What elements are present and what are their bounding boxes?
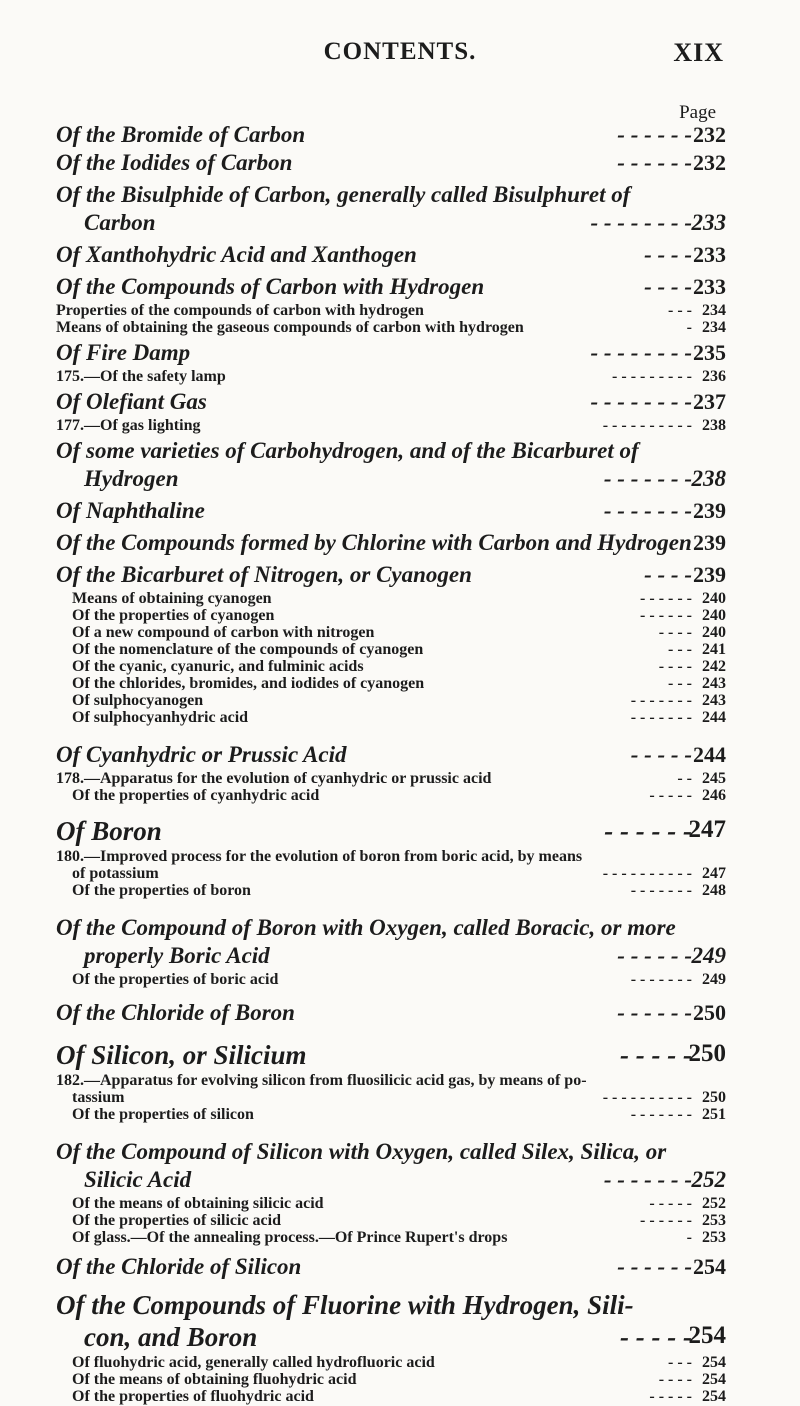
toc-subentry <box>56 641 726 658</box>
page-header <box>0 38 800 78</box>
toc-entry <box>56 1000 726 1028</box>
leader-dashes: - - - - - - <box>617 1000 692 1025</box>
toc-subentry <box>56 692 726 709</box>
leader-dashes: - - - - - - - - - - <box>602 417 692 434</box>
toc-subentry <box>56 368 726 385</box>
entry-page: 233 <box>693 242 726 267</box>
entry-page: 240 <box>702 624 726 641</box>
entry-page: 233 <box>693 274 726 299</box>
leader-dashes: - - - - - - <box>640 1212 692 1229</box>
entry-title: Of a new compound of carbon with nitrogen <box>72 624 375 641</box>
entry-page: 243 <box>702 675 726 692</box>
leader-dashes: - - - - - - - <box>603 1167 692 1192</box>
entry-title: Of the Compounds formed by Chlorine with Carbon and Hydrogen <box>56 530 692 555</box>
toc-subentry <box>56 607 726 624</box>
entry-title: Of Silicon, or Silicium <box>56 1040 307 1070</box>
entry-title: Of the chlorides, bromides, and iodides of cyanogen <box>72 675 425 692</box>
leader-dashes: - - - - - - <box>617 150 692 175</box>
entry-title: properly Boric Acid <box>84 943 270 968</box>
entry-title: Of the cyanic, cyanuric, and fulminic acids <box>72 658 364 675</box>
entry-title: 178.—Apparatus for the evolution of cyanhydric or prussic acid <box>56 770 492 787</box>
entry-page: 254 <box>702 1371 726 1388</box>
entry-title: of potassium <box>72 865 159 882</box>
toc-entry-continued <box>56 943 726 971</box>
toc-entry <box>56 389 726 417</box>
toc-subentry <box>56 770 726 787</box>
entry-title: Means of obtaining cyanogen <box>72 590 272 607</box>
entry-title: Of Cyanhydric or Prussic Acid <box>56 742 347 767</box>
entry-title: Of the properties of boron <box>72 882 251 899</box>
toc-subentry <box>56 1089 726 1106</box>
leader-dashes: - - - - - - - - <box>590 340 692 365</box>
entry-title: Means of obtaining the gaseous compounds of carbon with hydrogen <box>56 319 524 336</box>
toc-subentry <box>56 302 726 319</box>
toc-entry <box>56 274 726 302</box>
toc-entry <box>56 150 726 178</box>
leader-dashes: - - - - <box>658 1371 692 1388</box>
entry-page: 247 <box>688 816 726 843</box>
leader-dashes: - - - - - - - <box>630 882 692 899</box>
leader-dashes: - - - - <box>644 274 692 299</box>
leader-dashes: - - - - - - - - <box>590 210 692 235</box>
entry-title: Of the Compound of Silicon with Oxygen, called Silex, Silica, or <box>56 1139 667 1164</box>
entry-page: 232 <box>693 150 726 175</box>
entry-title: Of the properties of cyanhydric acid <box>72 787 320 804</box>
entry-title: Of the properties of cyanogen <box>72 607 275 624</box>
entry-page: 242 <box>702 658 726 675</box>
entry-title: tassium <box>72 1089 125 1106</box>
toc-entry <box>56 498 726 526</box>
entry-title: Of the Iodides of Carbon <box>56 150 293 175</box>
toc-subentry <box>56 1229 726 1246</box>
entry-page: 253 <box>702 1212 726 1229</box>
entry-page: 239 <box>693 498 726 523</box>
entry-title: Of the Chloride of Silicon <box>56 1254 302 1279</box>
entry-page: 250 <box>688 1040 726 1067</box>
entry-title: 177.—Of gas lighting <box>56 417 201 434</box>
toc-subentry <box>56 590 726 607</box>
entry-page: 249 <box>702 971 726 988</box>
page-number: XIX <box>673 38 724 67</box>
entry-title: Of the properties of silicic acid <box>72 1212 281 1229</box>
toc-entry <box>56 122 726 150</box>
toc-entry <box>56 816 726 848</box>
entry-title: Of sulphocyanogen <box>72 692 204 709</box>
entry-title: Of Fire Damp <box>56 340 191 365</box>
toc-subentry <box>56 709 726 726</box>
entry-page: 251 <box>702 1106 726 1123</box>
entry-title: Of the Compounds of Carbon with Hydrogen <box>56 274 485 299</box>
leader-dashes: - - - - - - - <box>630 1106 692 1123</box>
entry-page: 238 <box>702 417 726 434</box>
entry-page: 232 <box>693 122 726 147</box>
leader-dashes: - - - - <box>644 562 692 587</box>
entry-title: con, and Boron <box>84 1322 258 1352</box>
entry-title: Silicic Acid <box>84 1167 192 1192</box>
leader-dashes: - - - - - - - - <box>590 389 692 414</box>
toc-subentry <box>56 624 726 641</box>
toc-entry-continued <box>56 466 726 494</box>
toc-entry <box>56 915 726 943</box>
leader-dashes: - - - - - - <box>640 607 692 624</box>
toc-subentry <box>56 971 726 988</box>
entry-page: 238 <box>691 466 726 491</box>
leader-dashes: - - - - - - - <box>603 466 692 491</box>
leader-dashes: - <box>686 319 692 336</box>
entry-title: Of the means of obtaining fluohydric acid <box>72 1371 357 1388</box>
entry-title: Of Naphthaline <box>56 498 205 523</box>
entry-title: Of sulphocyanhydric acid <box>72 709 249 726</box>
entry-page: 240 <box>702 590 726 607</box>
toc-entry <box>56 182 726 210</box>
entry-title: 175.—Of the safety lamp <box>56 368 226 385</box>
leader-dashes: - - - <box>668 302 692 319</box>
entry-page: 248 <box>702 882 726 899</box>
leader-dashes: - - - <box>668 1354 692 1371</box>
leader-dashes: - - - - <box>644 242 692 267</box>
leader-dashes: - - - - - - <box>604 816 692 846</box>
entry-title: Of the Bromide of Carbon <box>56 122 306 147</box>
entry-title: Of the Bicarburet of Nitrogen, or Cyanogen <box>56 562 472 587</box>
toc-entry <box>56 1040 726 1072</box>
toc-subentry <box>56 787 726 804</box>
leader-dashes: - - - <box>668 641 692 658</box>
leader-dashes: - - - - - <box>620 1040 692 1070</box>
toc-entry <box>56 530 726 558</box>
entry-page: 237 <box>693 389 726 414</box>
entry-page: 240 <box>702 607 726 624</box>
entry-page: 252 <box>702 1195 726 1212</box>
entry-page: 252 <box>691 1167 726 1192</box>
entry-page: 254 <box>702 1354 726 1371</box>
leader-dashes: - - - - - - - - - - <box>602 1089 692 1106</box>
entry-page: 239 <box>693 562 726 587</box>
entry-page: 234 <box>702 319 726 336</box>
toc-subentry <box>56 1106 726 1123</box>
toc-entry <box>56 1290 726 1322</box>
entry-title: Of the means of obtaining silicic acid <box>72 1195 324 1212</box>
entry-title: Of glass.—Of the annealing process.—Of Prince Rupert's drops <box>72 1229 508 1246</box>
entry-page: 247 <box>702 865 726 882</box>
entry-title: Of the properties of silicon <box>72 1106 254 1123</box>
leader-dashes: - - - - - - - - - <box>612 368 692 385</box>
leader-dashes: - <box>686 1229 692 1246</box>
entry-page: 239 <box>693 530 726 555</box>
entry-page: 246 <box>702 787 726 804</box>
toc-entry <box>56 340 726 368</box>
entry-title: Of Boron <box>56 816 162 846</box>
leader-dashes: - - - - - <box>649 787 692 804</box>
toc-subentry <box>56 1371 726 1388</box>
entry-page: 244 <box>702 709 726 726</box>
leader-dashes: - - - - - <box>649 1388 692 1405</box>
entry-page: 253 <box>702 1229 726 1246</box>
toc-subentry <box>56 675 726 692</box>
toc-subentry <box>56 417 726 434</box>
toc-entry <box>56 1254 726 1282</box>
toc-subentry <box>56 1212 726 1229</box>
leader-dashes: - - - - - - - - - - <box>602 865 692 882</box>
entry-title: Of some varieties of Carbohydrogen, and of the Bicarburet of <box>56 438 639 463</box>
toc-subentry <box>56 865 726 882</box>
toc-subentry <box>56 882 726 899</box>
entry-title: Of the properties of boric acid <box>72 971 279 988</box>
page-title: CONTENTS. <box>323 38 477 65</box>
leader-dashes: - - - - - <box>649 1195 692 1212</box>
leader-dashes: - - - - - - - <box>630 692 692 709</box>
leader-dashes: - - <box>677 770 692 787</box>
leader-dashes: - - - - - <box>630 742 692 767</box>
entry-title: Of the nomenclature of the compounds of cyanogen <box>72 641 424 658</box>
page-column-label: Page <box>679 102 716 123</box>
entry-title: Of the Bisulphide of Carbon, generally called Bisulphuret of <box>56 182 631 207</box>
entry-title: Of fluohydric acid, generally called hydrofluoric acid <box>72 1354 435 1371</box>
entry-title: 182.—Apparatus for evolving silicon from fluosilicic acid gas, by means of po- <box>56 1072 587 1089</box>
toc-subentry <box>56 1354 726 1371</box>
toc-entry <box>56 1139 726 1167</box>
toc-entry <box>56 242 726 270</box>
leader-dashes: - - - - - - - <box>630 971 692 988</box>
leader-dashes: - - - - - - <box>617 1254 692 1279</box>
entry-title: Of Olefiant Gas <box>56 389 207 414</box>
entry-page: 254 <box>693 1254 726 1279</box>
entry-title: Properties of the compounds of carbon with hydrogen <box>56 302 424 319</box>
entry-page: 236 <box>702 368 726 385</box>
entry-page: 250 <box>693 1000 726 1025</box>
entry-title: Hydrogen <box>84 466 179 491</box>
toc-subentry <box>56 319 726 336</box>
leader-dashes: - - - - - - <box>617 943 692 968</box>
entry-page: 254 <box>702 1388 726 1405</box>
entry-page: 254 <box>688 1322 726 1349</box>
entry-title: Of the Chloride of Boron <box>56 1000 295 1025</box>
toc-subentry <box>56 848 726 865</box>
leader-dashes: - - - <box>668 675 692 692</box>
entry-page: 241 <box>702 641 726 658</box>
entry-page: 233 <box>691 210 726 235</box>
leader-dashes: - - - - <box>658 658 692 675</box>
entry-page: 235 <box>693 340 726 365</box>
toc-entry-continued <box>56 1167 726 1195</box>
toc-entry <box>56 742 726 770</box>
toc-subentry <box>56 1195 726 1212</box>
leader-dashes: - - - - - - - <box>630 709 692 726</box>
entry-title: Of the Compounds of Fluorine with Hydrogen, Sili- <box>56 1290 634 1320</box>
toc-entry-continued <box>56 210 726 238</box>
entry-page: 249 <box>691 943 726 968</box>
toc-subentry <box>56 1072 726 1089</box>
entry-page: 244 <box>693 742 726 767</box>
leader-dashes: - - - - - - - <box>603 498 692 523</box>
toc-subentry <box>56 1388 726 1405</box>
entry-title: Of the Compound of Boron with Oxygen, called Boracic, or more <box>56 915 676 940</box>
entry-title: Carbon <box>84 210 156 235</box>
leader-dashes: - - - - <box>658 624 692 641</box>
entry-title: Of the properties of fluohydric acid <box>72 1388 314 1405</box>
entry-page: 234 <box>702 302 726 319</box>
toc-entry <box>56 562 726 590</box>
entry-page: 245 <box>702 770 726 787</box>
entry-title: 180.—Improved process for the evolution of boron from boric acid, by means <box>56 848 583 865</box>
toc-entry <box>56 438 726 466</box>
table-of-contents <box>56 122 726 1405</box>
leader-dashes: - - - - - - <box>617 122 692 147</box>
toc-subentry <box>56 658 726 675</box>
toc-entry-continued <box>56 1322 726 1354</box>
entry-title: Of Xanthohydric Acid and Xanthogen <box>56 242 417 267</box>
entry-page: 250 <box>702 1089 726 1106</box>
leader-dashes: - - - - - - <box>640 590 692 607</box>
entry-page: 243 <box>702 692 726 709</box>
leader-dashes: - - - - - <box>620 1322 692 1352</box>
